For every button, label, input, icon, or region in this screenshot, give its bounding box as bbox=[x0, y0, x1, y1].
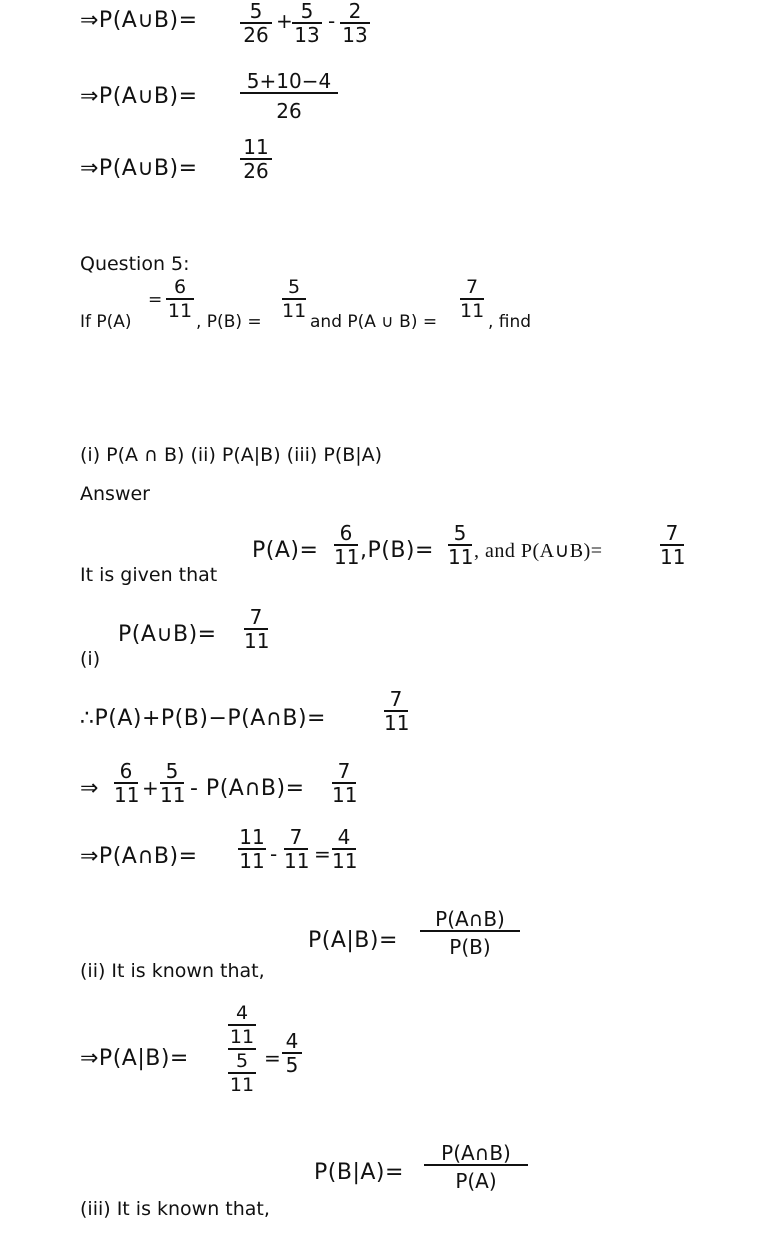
question-find-text: , find bbox=[488, 312, 532, 332]
given-and: , and P(A∪B)= bbox=[474, 540, 603, 562]
question-and-text: and P(A ∪ B) = bbox=[310, 312, 438, 332]
equals-sign: = bbox=[264, 1046, 281, 1070]
answer-label: Answer bbox=[80, 483, 150, 505]
part-ii-result-frac: $\frac{4}{5}$ bbox=[282, 1030, 302, 1076]
step-2-arrow: ⇒ bbox=[80, 776, 99, 801]
step-2-mid: - P(A∩B)= bbox=[190, 776, 305, 801]
given-text: It is given that bbox=[80, 564, 218, 586]
part-iii-lhs: P(B|A)= bbox=[314, 1160, 404, 1185]
part-ii-step-lhs: ⇒P(A|B)= bbox=[80, 1046, 189, 1071]
part-ii-compound-frac: 4 11 5 11 bbox=[229, 1002, 255, 1096]
step-1-frac: $\frac{7}{11}$ bbox=[384, 687, 410, 735]
given-pa: P(A)= bbox=[252, 538, 319, 563]
step-3-frac-3: $\frac{4}{11}$ bbox=[332, 825, 358, 873]
eq-line-2-lhs: ⇒P(A∪B)= bbox=[80, 84, 198, 109]
question-pb-frac: $\frac{5}{11}$ bbox=[282, 276, 307, 322]
part-i-frac: $\frac{7}{11}$ bbox=[244, 605, 270, 653]
plus-sign: + bbox=[276, 9, 293, 33]
step-3-lhs: ⇒P(A∩B)= bbox=[80, 844, 198, 869]
part-iii-frac: $\frac{P(A\cap B)}{P(A)}$ bbox=[424, 1142, 528, 1192]
equals-sign: = bbox=[314, 842, 331, 866]
given-pa-frac: $\frac{6}{11}$ bbox=[334, 521, 360, 569]
eq-line-1-frac-1: $\frac{5}{26}$ bbox=[240, 0, 272, 46]
part-ii-text: (ii) It is known that, bbox=[80, 960, 265, 982]
given-pb: ,P(B)= bbox=[360, 538, 434, 563]
eq-line-1-lhs: ⇒P(A∪B)= bbox=[80, 8, 198, 33]
minus-sign: - bbox=[328, 9, 336, 33]
question-eq-sign: = bbox=[148, 290, 163, 310]
step-2-frac-1: $\frac{6}{11}$ bbox=[114, 759, 140, 807]
question-pb-text: , P(B) = bbox=[196, 312, 262, 332]
question-label: Question 5: bbox=[80, 253, 190, 275]
part-i-lhs: P(A∪B)= bbox=[118, 622, 217, 647]
question-pu-frac: $\frac{7}{11}$ bbox=[460, 276, 485, 322]
step-2-frac-2: $\frac{5}{11}$ bbox=[160, 759, 186, 807]
eq-line-3-frac: $\frac{11}{26}$ bbox=[240, 136, 272, 182]
step-3-frac-2: $\frac{7}{11}$ bbox=[284, 825, 310, 873]
part-ii-lhs: P(A|B)= bbox=[308, 928, 398, 953]
plus-sign: + bbox=[142, 776, 159, 800]
question-pa-frac: $\frac{6}{11}$ bbox=[167, 276, 193, 322]
eq-line-1-frac-2: $\frac{5}{13}$ bbox=[292, 0, 322, 46]
question-parts: (i) P(A ∩ B) (ii) P(A|B) (iii) P(B|A) bbox=[80, 444, 383, 466]
minus-sign: - bbox=[270, 842, 278, 866]
question-if-pa: If P(A) bbox=[80, 312, 132, 332]
part-i-label: (i) bbox=[80, 648, 101, 670]
step-3-frac-1: $\frac{11}{11}$ bbox=[239, 825, 265, 873]
given-pu-frac: $\frac{7}{11}$ bbox=[660, 521, 686, 569]
step-2-frac-3: $\frac{7}{11}$ bbox=[332, 759, 358, 807]
eq-line-2-frac: $\frac{5+10-4}{26}$ bbox=[240, 70, 338, 122]
part-ii-frac: $\frac{P(A\cap B)}{P(B)}$ bbox=[420, 908, 520, 958]
eq-line-3-lhs: ⇒P(A∪B)= bbox=[80, 156, 198, 181]
step-1-lhs: ∴P(A)+P(B)−P(A∩B)= bbox=[80, 706, 326, 731]
eq-line-1-frac-3: $\frac{2}{13}$ bbox=[340, 0, 370, 46]
given-pb-frac: $\frac{5}{11}$ bbox=[448, 521, 474, 569]
part-iii-text: (iii) It is known that, bbox=[80, 1198, 270, 1220]
